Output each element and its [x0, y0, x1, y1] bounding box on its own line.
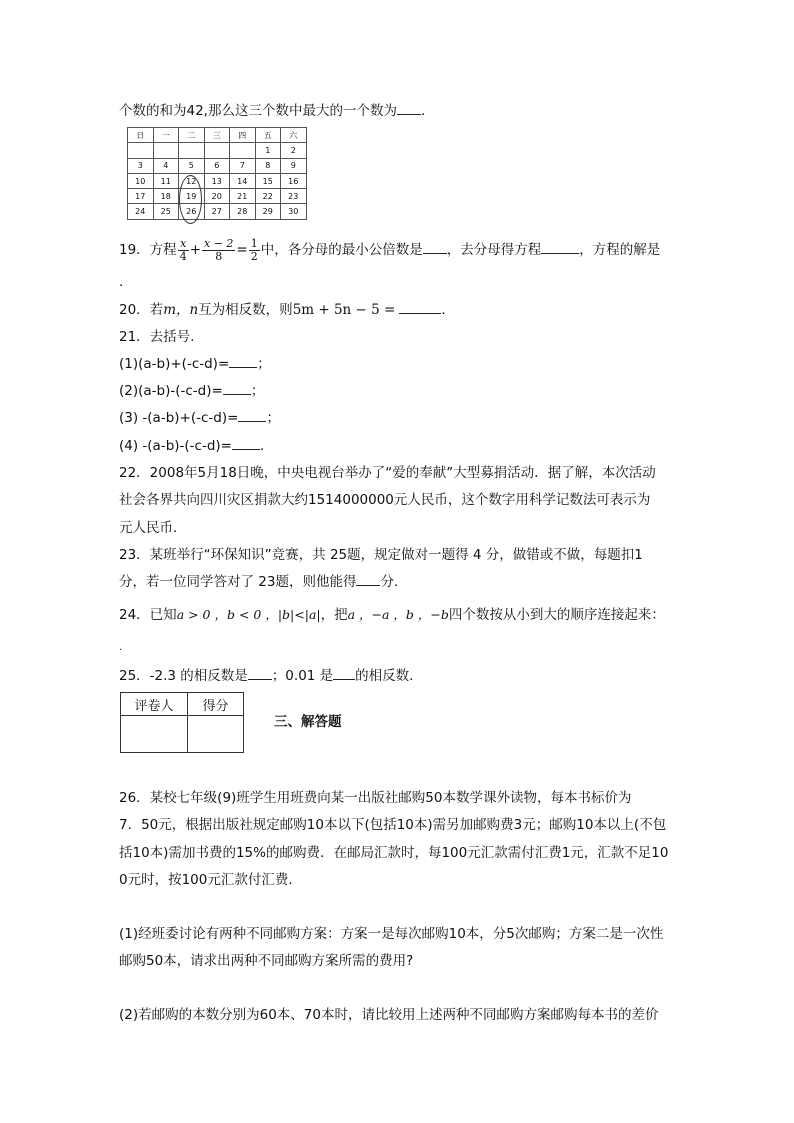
q24-conditions: a > 0 ，b < 0 ，|b|<|a|	[176, 607, 321, 622]
q22-line-3: 元人民币．	[119, 520, 187, 536]
calendar-day-cell: 20	[204, 189, 230, 204]
q21-item-1-blank[interactable]	[229, 354, 257, 368]
q19-blank-1[interactable]	[423, 240, 447, 254]
q24-tail: 四个数按从小到大的顺序连接起来：	[448, 607, 665, 623]
calendar-day-cell	[128, 143, 154, 158]
q23-line-1: 23．某班举行“环保知识”竞赛，共 25题，规定做对一题得 4 分，做错或不做，每题扣1	[119, 547, 643, 563]
q19-fraction-3	[249, 238, 260, 263]
q21-item-2-blank[interactable]	[223, 381, 251, 395]
q19-f3-den: 2	[250, 249, 258, 263]
q21-item-2-end: ；	[250, 383, 265, 399]
q25-blank-2[interactable]	[333, 666, 355, 680]
score-table	[120, 692, 244, 753]
q20-vars: m，n	[163, 302, 199, 318]
calendar-day-cell: 17	[128, 189, 154, 204]
calendar-week-row	[128, 143, 307, 158]
calendar-day-cell: 3	[128, 158, 154, 173]
q25-line	[119, 666, 413, 686]
calendar-header-row	[128, 128, 307, 143]
calendar-day-cell: 13	[204, 173, 230, 188]
q21-item-2-text: (2)(a-b)-(-c-d)=	[119, 383, 223, 399]
calendar-day-cell: 6	[204, 158, 230, 173]
calendar-day-cell: 15	[255, 173, 281, 188]
calendar-day-cell: 29	[255, 204, 281, 219]
q23-line-2-end: 分.	[380, 574, 399, 590]
calendar-day-cell: 30	[281, 204, 307, 219]
calendar-day-cell: 21	[230, 189, 256, 204]
q21-item-3	[119, 408, 280, 428]
calendar-header-cell: 日	[128, 128, 154, 143]
calendar-day-cell: 11	[153, 173, 179, 188]
q21-title: 21．去括号.	[119, 329, 195, 345]
calendar-day-cell: 25	[153, 204, 179, 219]
calendar-day-cell: 4	[153, 158, 179, 173]
calendar-day-cell: 10	[128, 173, 154, 188]
q19-eq: =	[236, 242, 248, 258]
q21-item-1-text: (1)(a-b)+(-c-d)=	[119, 356, 230, 372]
q21-item-4	[119, 436, 273, 456]
q21-item-3-text: (3) -(a-b)+(-c-d)=	[119, 410, 239, 426]
q19-f1-den: 4	[179, 249, 187, 263]
q24-line-1	[119, 605, 665, 625]
q19-fraction-2	[202, 238, 235, 263]
q20-line	[119, 300, 455, 320]
calendar-day-cell	[179, 143, 205, 158]
q22-line-2: 社会各界共向四川灾区捐款大约1514000000元人民币，这个数字用科学记数法可表示为	[119, 492, 651, 508]
score-table-reviewer-header: 评卷人	[121, 693, 188, 716]
calendar-header-cell: 二	[179, 128, 205, 143]
q21-item-3-blank[interactable]	[238, 408, 266, 422]
q21-item-1-end: ；	[257, 356, 271, 372]
q19-fraction-1	[178, 238, 189, 263]
q25-blank-1[interactable]	[248, 666, 272, 680]
q20-mid: 互为相反数，则	[198, 302, 293, 318]
q24-numbers: a ，−a ，b ，−b	[347, 607, 449, 622]
calendar-day-cell: 26	[179, 204, 205, 219]
calendar-day-cell: 28	[230, 204, 256, 219]
q19-f3-num: 1	[250, 236, 258, 250]
q19-f2-den: 8	[215, 249, 223, 263]
calendar-header-cell: 四	[230, 128, 256, 143]
calendar-header-cell: 六	[281, 128, 307, 143]
q21-item-4-end: ．	[259, 438, 274, 454]
q19-line	[119, 236, 660, 264]
calendar-day-cell	[204, 143, 230, 158]
calendar-day-cell: 18	[153, 189, 179, 204]
score-table-score-header: 得分	[188, 693, 244, 716]
q19-f2-num: x − 2	[204, 236, 234, 250]
q20-prefix: 20．若	[119, 302, 164, 318]
q23-line-2-text: 分，若一位同学答对了 23题，则他能得	[119, 574, 357, 590]
q21-item-2	[119, 381, 264, 401]
q24-prefix: 24．已知	[119, 607, 177, 623]
q18-answer-blank[interactable]	[397, 101, 421, 115]
q19-plus: +	[189, 242, 201, 258]
q19-f1-num: x	[178, 238, 189, 251]
calendar-header-cell: 三	[204, 128, 230, 143]
q26-line-3: 括10本)需加书费的15%的邮购费．在邮局汇款时，每100元汇款需付汇费1元，汇款不足10	[119, 845, 669, 861]
q20-blank[interactable]	[399, 300, 441, 314]
q19-blank-2[interactable]	[541, 240, 579, 254]
calendar-week-row	[128, 173, 307, 188]
score-table-reviewer-cell[interactable]	[121, 716, 188, 753]
section-three-title: 三、解答题	[274, 714, 342, 730]
q24-mid: ，把	[320, 607, 348, 623]
calendar-day-cell: 19	[179, 189, 205, 204]
q21-item-1	[119, 354, 271, 374]
q21-item-4-text: (4) -(a-b)-(-c-d)=	[119, 438, 232, 454]
q23-line-2	[119, 572, 398, 592]
calendar-oval-marker	[179, 175, 202, 224]
q26-line-2: 7．50元，根据出版社规定邮购10本以下(包括10本)需另加邮购费3元；邮购10本以上(不包	[119, 817, 667, 833]
calendar-day-cell	[230, 143, 256, 158]
q20-end: ．	[441, 302, 455, 318]
calendar-day-cell: 9	[281, 158, 307, 173]
q22-line-1: 22．2008年5月18日晚，中央电视台举办了“爱的奉献”大型募捐活动．据了解，本次活动	[119, 465, 656, 481]
calendar-day-cell: 22	[255, 189, 281, 204]
q25-text-c: 的相反数.	[355, 668, 414, 684]
calendar-day-cell	[153, 143, 179, 158]
q21-item-4-blank[interactable]	[232, 436, 260, 450]
calendar-day-cell: 14	[230, 173, 256, 188]
calendar-day-cell: 2	[281, 143, 307, 158]
q19-text-b: ，去分母得方程	[446, 242, 542, 258]
calendar-week-row	[128, 158, 307, 173]
q26-line-1: 26．某校七年级(9)班学生用班费向某一出版社邮购50本数学课外读物，每本书标价为	[119, 790, 632, 806]
calendar-week-row	[128, 204, 307, 219]
q26-part1-line-1: (1)经班委讨论有两种不同邮购方案：方案一是每次邮购10本，分5次邮购；方案二是一次性	[119, 926, 664, 942]
calendar-day-cell: 5	[179, 158, 205, 173]
calendar-week-row	[128, 189, 307, 204]
q26-part1-line-2: 邮购50本，请求出两种不同邮购方案所需的费用?	[119, 953, 414, 969]
q19-prefix: 19．方程	[119, 242, 177, 258]
q23-blank[interactable]	[356, 572, 380, 586]
calendar-header-cell: 一	[153, 128, 179, 143]
calendar-day-cell: 24	[128, 204, 154, 219]
q18-end: ．	[420, 103, 435, 119]
q24-line-2: .	[119, 642, 123, 653]
q26-line-4: 0元时，按100元汇款付汇费．	[119, 872, 302, 888]
calendar-table	[127, 127, 307, 220]
q18-tail-text: 个数的和为42,那么这三个数中最大的一个数为	[119, 103, 397, 119]
calendar-day-cell: 7	[230, 158, 256, 173]
q21-item-3-end: ；	[266, 410, 280, 426]
calendar-day-cell: 8	[255, 158, 281, 173]
score-table-score-cell[interactable]	[188, 716, 244, 753]
calendar-day-cell: 16	[281, 173, 307, 188]
q26-part2-line-1: (2)若邮购的本数分别为60本、70本时，请比较用上述两种不同邮购方案邮购每本书的差价	[119, 1007, 659, 1023]
q19-text-a: 中，各分母的最小公倍数是	[260, 242, 423, 258]
calendar-header-cell: 五	[255, 128, 281, 143]
q20-expr: 5m + 5n − 5 =	[292, 302, 396, 318]
q19-text-c: ，方程的解是	[579, 242, 661, 258]
calendar-day-cell: 1	[255, 143, 281, 158]
calendar-day-cell: 12	[179, 173, 205, 188]
q25-text-b: ；0.01 是	[271, 668, 334, 684]
calendar-day-cell: 23	[281, 189, 307, 204]
q19-line-2: .	[119, 274, 124, 290]
q25-text-a: 25．-2.3 的相反数是	[119, 668, 248, 684]
q18-tail-line	[119, 101, 434, 121]
calendar-day-cell: 27	[204, 204, 230, 219]
